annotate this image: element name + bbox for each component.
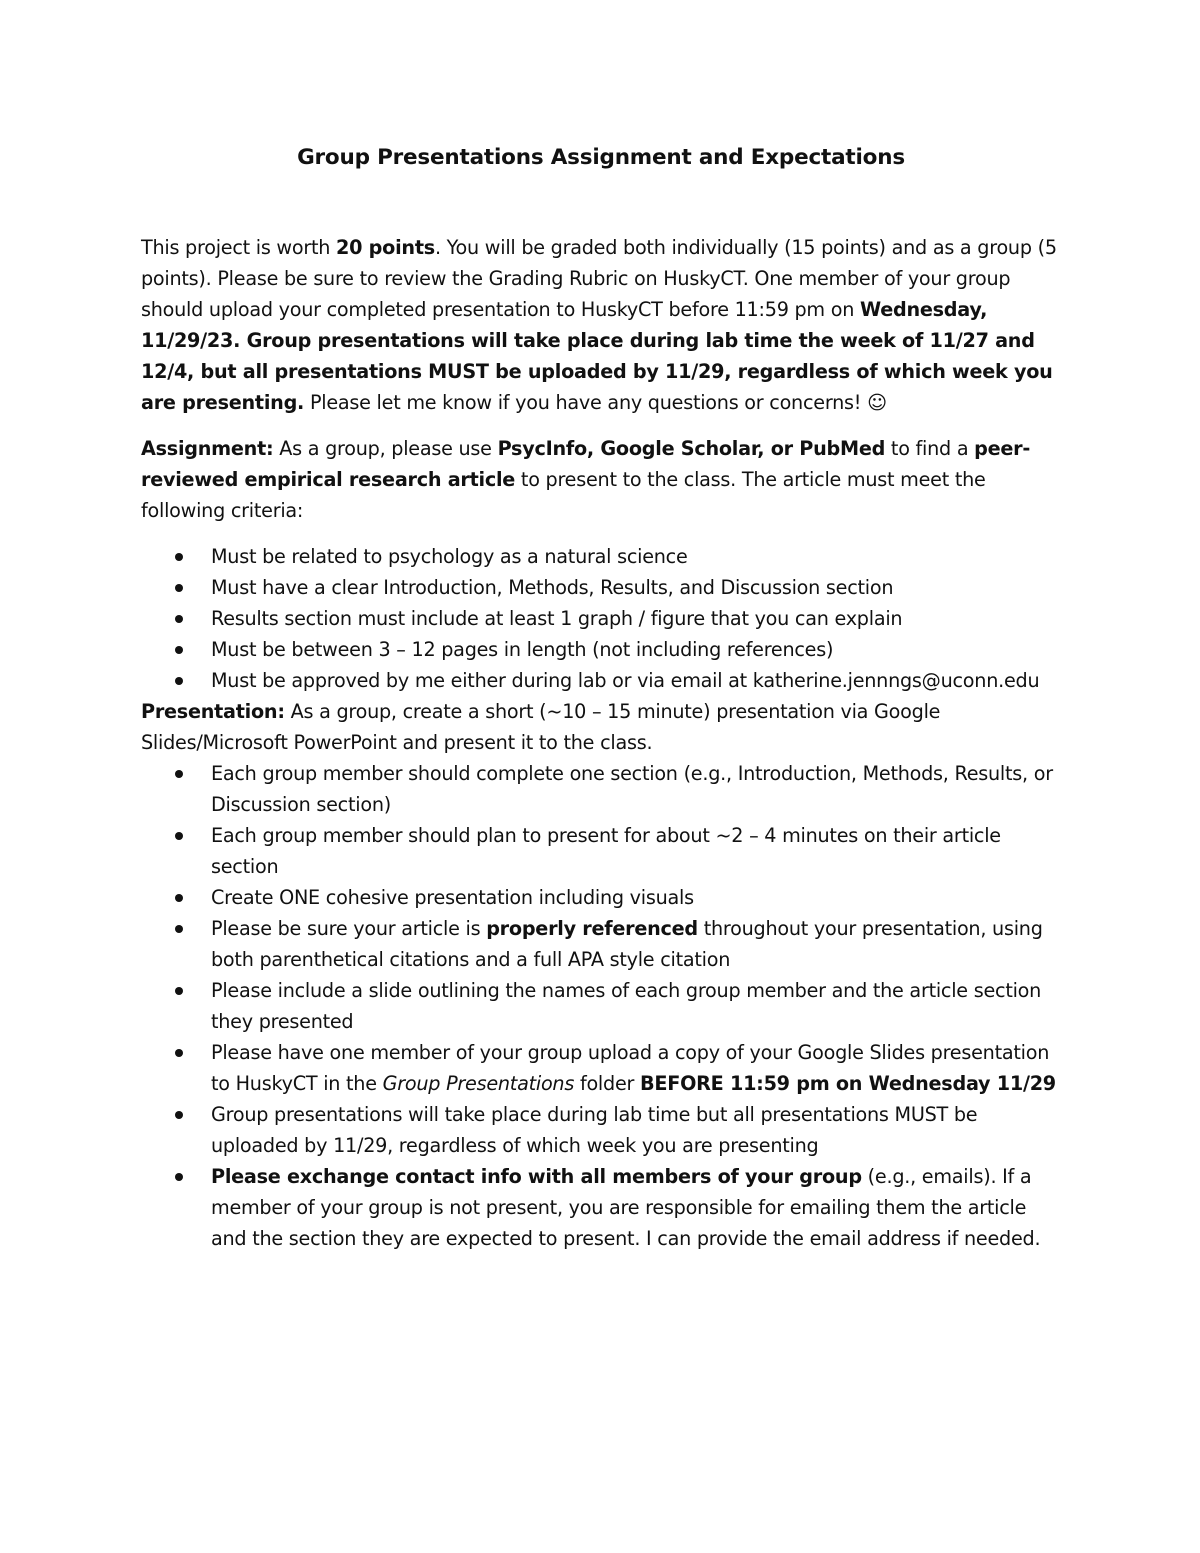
presentation-item-text: Group presentations will take place during lab time but all presentations MUST be uploaded by 11/29, regardless of which week you are presenting (211, 1103, 978, 1157)
bullet-icon (175, 987, 183, 995)
assignment-text-3: to present to the class. The article must meet the following criteria: (141, 468, 986, 522)
document-title: Group Presentations Assignment and Expectations (297, 145, 905, 170)
assignment-text-1: As a group, please use (273, 437, 498, 460)
bullet-icon (175, 925, 183, 933)
presentation-item (141, 975, 1061, 1037)
assignment-databases-bold: PsycInfo, Google Scholar, or PubMed (497, 437, 886, 460)
document-body (141, 140, 1061, 1254)
intro-deadline-bold: Wednesday, 11/29/23. Group presentations will take place during lab time the week of 11/27 and 12/4, but all presentations MUST be uploaded by 11/29, regardless of which week you are presenting. (141, 298, 1053, 414)
criteria-item-text: Must be related to psychology as a natural science (211, 545, 688, 568)
criteria-list (141, 541, 1061, 696)
criteria-item-text: Results section must include at least 1 graph / figure that you can explain (211, 607, 903, 630)
upload-deadline-bold: BEFORE 11:59 pm on Wednesday 11/29 (640, 1072, 1056, 1095)
assignment-text-2: to find a (885, 437, 975, 460)
criteria-item (141, 634, 1061, 665)
presentation-item (141, 1037, 1061, 1099)
bullet-icon (175, 553, 183, 561)
presentation-item-text: Each group member should plan to present for about ~2 – 4 minutes on their article section (211, 824, 1001, 878)
bullet-icon (175, 646, 183, 654)
bullet-icon (175, 584, 183, 592)
presentation-item (141, 882, 1061, 913)
bullet-icon (175, 1111, 183, 1119)
intro-text-3: Please let me know if you have any questions or concerns! ☺ (304, 391, 887, 414)
intro-paragraph (141, 232, 1061, 418)
assignment-paragraph (141, 433, 1061, 526)
criteria-item (141, 603, 1061, 634)
bullet-icon (175, 770, 183, 778)
criteria-item (141, 665, 1061, 696)
bullet-icon (175, 894, 183, 902)
presentation-item (141, 820, 1061, 882)
presentation-item-text: folder (574, 1072, 640, 1095)
presentation-item-text: throughout your presentation, using both parenthetical citations and a full APA style citation (211, 917, 1043, 971)
bullet-icon (175, 1173, 183, 1181)
criteria-item (141, 572, 1061, 603)
bullet-icon (175, 677, 183, 685)
criteria-item (141, 541, 1061, 572)
intro-points-bold: 20 points (336, 236, 435, 259)
assignment-label: Assignment: (141, 437, 274, 460)
criteria-item-text: Must have a clear Introduction, Methods, Results, and Discussion section (211, 576, 894, 599)
bullet-icon (175, 615, 183, 623)
assignment-article-type-bold: peer-reviewed empirical research article (141, 437, 1031, 491)
intro-text-1: This project is worth (141, 236, 337, 259)
criteria-item-text: Must be between 3 – 12 pages in length (not including references) (211, 638, 834, 661)
presentation-item (141, 1161, 1061, 1254)
criteria-item-text: Must be approved by me either during lab or via email at katherine.jennngs@uconn.edu (211, 669, 1040, 692)
presentation-item-text: Please be sure your article is (211, 917, 487, 940)
presentation-paragraph (141, 696, 1061, 758)
bullet-icon (175, 1049, 183, 1057)
intro-text-2: . You will be graded both individually (15 points) and as a group (5 points). Please be sure to review the Grading Rubric on HuskyCT. One member of your group should upload your completed presentation to HuskyCT before 11:59 pm on (141, 236, 1057, 321)
presentation-item (141, 758, 1061, 820)
presentation-text: As a group, create a short (~10 – 15 minute) presentation via Google Slides/Microsoft PowerPoint and present it to the class. (141, 700, 941, 754)
bullet-icon (175, 832, 183, 840)
presentation-item-text: (e.g., emails). If a member of your group is not present, you are responsible for emailing them the article and the section they are expected to present. I can provide the email address if needed. (211, 1165, 1041, 1250)
properly-referenced-bold: properly referenced (486, 917, 698, 940)
presentation-list (141, 758, 1061, 1254)
presentation-label: Presentation: (141, 700, 285, 723)
presentation-item-text: Please have one member of your group upload a copy of your Google Slides presentation to HuskyCT in the (211, 1041, 1050, 1095)
presentation-item-text: Create ONE cohesive presentation including visuals (211, 886, 694, 909)
folder-name-italic: Group Presentations (382, 1072, 575, 1095)
presentation-item-text: Each group member should complete one section (e.g., Introduction, Methods, Results, or Discussion section) (211, 762, 1053, 816)
presentation-item-text: Please include a slide outlining the names of each group member and the article section they presented (211, 979, 1042, 1033)
presentation-item (141, 1099, 1061, 1161)
presentation-item (141, 913, 1061, 975)
exchange-contact-bold: Please exchange contact info with all members of your group (211, 1165, 862, 1188)
